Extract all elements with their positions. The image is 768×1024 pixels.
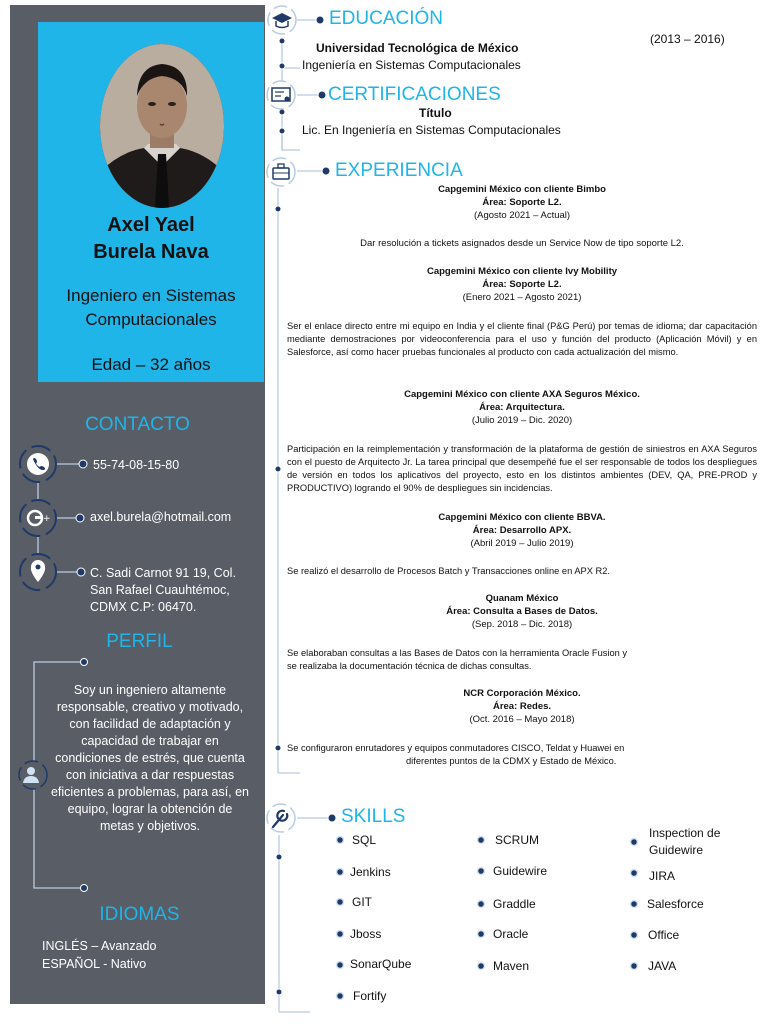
certifications-heading: CERTIFICACIONES — [328, 84, 501, 105]
certificate-icon — [267, 81, 295, 109]
perfil-heading: PERFIL — [106, 631, 173, 652]
education-school: Universidad Tecnológica de México — [316, 41, 519, 55]
skill-item: SCRUM — [495, 833, 539, 847]
language-spanish: ESPAÑOL - Nativo — [42, 957, 147, 971]
skill-item: Graddle — [493, 897, 536, 911]
skill-item: JIRA — [649, 869, 676, 883]
education-years: (2013 – 2016) — [650, 32, 725, 46]
job-company: Capgemini México con cliente AXA Seguros México. — [404, 389, 640, 400]
job-header — [287, 265, 757, 304]
job-area: Área: Soporte L2. — [482, 197, 562, 208]
skill-item: JAVA — [648, 959, 677, 973]
job-description — [287, 647, 757, 673]
job-description: Participación en la reimplementación y transformación de la plataforma de gestión de siniestros en AXA Seguros con el puesto de Arquitecto Jr. La tarea principal que desempeñé fue el ser responsable de todos los despliegues de versión en todos los aplicativos del proyecto, esto en los distintos ambientes (DEV, QA, PRE-PROD y PRODUCTIVO) logrando el 90% de despliegues sin incidencias. — [287, 444, 757, 493]
job-period: (Julio 2019 – Dic. 2020) — [471, 415, 573, 426]
skill-item: SQL — [352, 833, 377, 847]
skill-item: GIT — [352, 895, 372, 909]
job-area: Área: Desarrollo APX. — [472, 525, 572, 536]
location-pin-icon — [20, 554, 56, 590]
user-icon — [19, 761, 47, 789]
svg-text:+: + — [43, 514, 51, 524]
idiomas-heading: IDIOMAS — [99, 904, 180, 925]
name-line-2: Burela Nava — [93, 241, 209, 263]
experience-heading: EXPERIENCIA — [335, 160, 463, 181]
job-company: Capgemini México con cliente BBVA. — [438, 512, 606, 523]
job-area: Área: Arquitectura. — [479, 402, 565, 413]
skill-line: Inspection de — [649, 826, 721, 840]
perfil-text: Soy un ingeniero altamente responsable, creativo y motivado, con facilidad de adaptación y capacidad de trabajar en condiciones de estrés, que cuenta con iniciativa a dar respuestas eficientes a problemas, para así, en equipo, lograr la obtención de metas y objetivos. — [50, 683, 250, 833]
skill-item: Office — [648, 928, 680, 942]
contact-phone[interactable]: 55-74-08-15-80 — [93, 458, 180, 472]
briefcase-icon — [267, 158, 295, 186]
job-company: Quanam México — [485, 593, 559, 604]
job-description-line: Se configuraron enrutadores y equipos conmutadores CISCO, Teldat y Huawei en — [287, 743, 625, 753]
job-description — [287, 742, 757, 768]
job-company: Capgemini México con cliente Ivy Mobility — [426, 266, 618, 277]
job-header — [287, 511, 757, 550]
job-header — [287, 183, 757, 222]
skill-item: Oracle — [493, 927, 529, 941]
name-line-1: Axel Yael — [107, 214, 195, 236]
job-description-line: diferentes puntos de la CDMX y Estado de México. — [406, 756, 617, 766]
education-heading: EDUCACIÓN — [329, 8, 444, 29]
job-description-line: se realizaba la documentación técnica de dichas consultas. — [287, 661, 532, 671]
skill-item: Fortify — [353, 989, 387, 1003]
graduation-cap-icon — [268, 6, 296, 34]
skills-heading: SKILLS — [341, 806, 406, 827]
job-period: (Agosto 2021 – Actual) — [473, 210, 571, 221]
job-period: (Sep. 2018 – Dic. 2018) — [471, 619, 573, 630]
job-header — [287, 592, 757, 631]
job-area: Área: Consulta a Bases de Datos. — [446, 606, 598, 617]
wrench-icon — [267, 804, 295, 832]
job-period: (Oct. 2016 – Mayo 2018) — [469, 714, 575, 725]
job-company: NCR Corporación México. — [463, 688, 581, 699]
job-header — [287, 388, 757, 427]
address-line-2: San Rafael Cuauhtémoc, — [90, 583, 230, 597]
person-age: Edad – 32 años — [91, 355, 211, 374]
contact-heading: CONTACTO — [85, 414, 190, 435]
job-description: Dar resolución a tickets asignados desde un Service Now de tipo soporte L2. — [360, 238, 684, 249]
job-period: (Enero 2021 – Agosto 2021) — [462, 292, 582, 303]
language-english: INGLÉS – Avanzado — [42, 939, 157, 953]
globe-icon — [20, 500, 56, 536]
job-area: Área: Soporte L2. — [482, 279, 562, 290]
job-description-line: Se elaboraban consultas a las Bases de Datos con la herramienta Oracle Fusion y — [287, 648, 628, 658]
skill-item — [649, 825, 720, 859]
job-description: Se realizó el desarrollo de Procesos Batch y Transacciones online en APX R2. — [287, 566, 610, 576]
skill-item: Jenkins — [350, 865, 391, 879]
certification-value: Lic. En Ingeniería en Sistemas Computacionales — [302, 123, 561, 137]
skill-item: Guidewire — [493, 864, 548, 878]
skill-item: Maven — [493, 959, 530, 973]
skill-item: Salesforce — [647, 897, 704, 911]
skill-item: SonarQube — [350, 957, 412, 971]
skill-item: Jboss — [350, 927, 382, 941]
phone-icon — [20, 446, 56, 482]
job-header — [287, 687, 757, 726]
certification-label: Título — [419, 106, 452, 120]
address-line-1: C. Sadi Carnot 91 19, Col. — [90, 566, 236, 580]
job-company: Capgemini México con cliente Bimbo — [438, 184, 606, 195]
address-line-3: CDMX C.P: 06470. — [90, 600, 197, 614]
title-line-1: Ingeniero en Sistemas — [66, 286, 236, 305]
job-description: Ser el enlace directo entre mi equipo en India y el cliente final (P&G Perú) por temas de idioma; dar capacitación mediante demostraciones por videoconferencia para el uso y función del producto (Aplicación Móvil) y en Salesforce, así como hacer pruebas funcionales al producto con cada actualización del mismo. — [287, 321, 757, 357]
job-area: Área: Redes. — [492, 701, 552, 712]
job-period: (Abril 2019 – Julio 2019) — [470, 538, 574, 549]
education-degree: Ingeniería en Sistemas Computacionales — [302, 58, 521, 72]
title-line-2: Computacionales — [85, 310, 217, 329]
contact-email[interactable]: axel.burela@hotmail.com — [90, 510, 232, 524]
skill-line: Guidewire — [649, 843, 704, 857]
